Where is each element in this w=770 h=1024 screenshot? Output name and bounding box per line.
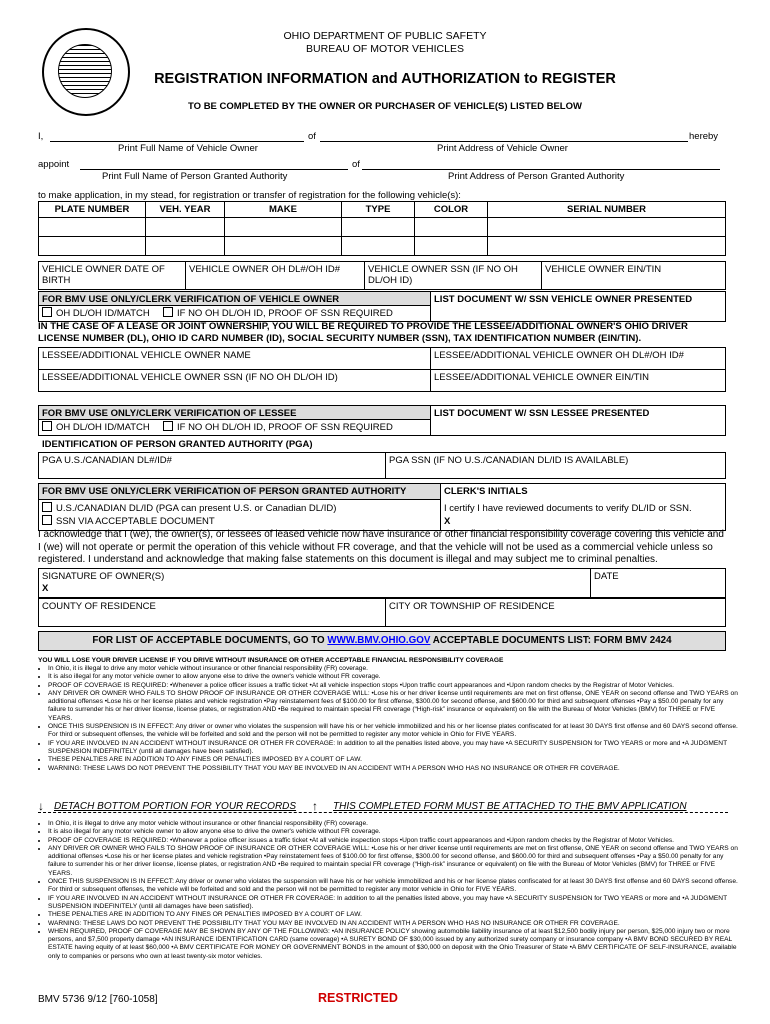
lessee-name-field[interactable]: LESSEE/ADDITIONAL VEHICLE OWNER NAME xyxy=(39,348,431,370)
lessee-table xyxy=(38,347,726,392)
owner-name-caption: Print Full Name of Vehicle Owner xyxy=(118,143,258,154)
pga-table xyxy=(38,452,726,479)
clerk-certify-text: I certify I have reviewed documents to verify DL/ID or SSN. xyxy=(444,502,692,514)
list-item: • THESE PENALTIES ARE IN ADDITION TO ANY FINES OR PENALTIES IMPOSED BY A COURT OF LAW. xyxy=(48,911,738,919)
signature-label: SIGNATURE OF OWNER(S) xyxy=(42,571,165,582)
lessee-dl-match-checkbox[interactable] xyxy=(42,421,52,431)
owner-dl-field[interactable]: VEHICLE OWNER OH DL#/OH ID# xyxy=(186,262,365,290)
col-plate-number: PLATE NUMBER xyxy=(39,202,146,218)
warning-heading: YOU WILL LOSE YOUR DRIVER LICENSE IF YOU DRIVE WITHOUT INSURANCE OR OTHER ACCEPTABLE FINANCIAL RESPONSIBILITY COVERAGE xyxy=(38,657,504,664)
purpose-text: to make application, in my stead, for registration or transfer of registration for the following vehicle(s): xyxy=(38,190,461,201)
col-veh-year: VEH. YEAR xyxy=(146,202,225,218)
residence-table xyxy=(38,598,726,627)
bmv-pga-title: FOR BMV USE ONLY/CLERK VERIFICATION OF PERSON GRANTED AUTHORITY xyxy=(39,484,441,500)
owner-dob-field[interactable]: VEHICLE OWNER DATE OF BIRTH xyxy=(39,262,186,290)
list-item: • PROOF OF COVERAGE IS REQUIRED: •Whenever a police officer issues a traffic ticket •At all vehicle inspection stops •Upon traffic court appearances and •Upon random checks by the Registrar of Motor Vehicles. xyxy=(48,837,738,845)
list-item: • IF YOU ARE INVOLVED IN AN ACCIDENT WITHOUT INSURANCE OR OTHER FR COVERAGE: In addition to all the penalties listed above, you may have •A SECURITY SUSPENSION for TWO YEARS or more and •A JUDGMENT SUSPENSION INDEFINITELY (until all damages have been satisfied). xyxy=(48,895,738,912)
owner-address-field[interactable] xyxy=(320,141,688,142)
label-of: of xyxy=(308,131,316,142)
clerk-initials-label: CLERK'S INITIALS xyxy=(441,484,726,500)
owner-ssn-proof-checkbox[interactable] xyxy=(163,307,173,317)
records-list xyxy=(34,820,738,961)
detach-left-text: DETACH BOTTOM PORTION FOR YOUR RECORDS xyxy=(54,801,297,812)
list-item: • WHEN REQUIRED, PROOF OF COVERAGE MAY BE SHOWN BY ANY OF THE FOLLOWING: •AN INSURANCE POLICY showing automobile liability insurance of at least $12,500 bodily injury per person, $25,000 injury two or more persons, and $7,500 property damage •AN INSURANCE IDENTIFICATION CARD (same coverage) •A SURETY BOND OF $30,000 issued by any authorized surety company or insurance company •A BMV BOND SECURED BY REAL ESTATE having equity of at least $60,000 •A BMV CERTIFICATE FOR MONEY OR GOVERNMENT BONDS in the amount of $30,000 on deposit with the Ohio Treasurer of State •A BMV CERTIFICATE OF SELF-INSURANCE, available only to companies or persons who own at least twenty-six motor vehicles. xyxy=(48,928,738,961)
vehicle-row[interactable] xyxy=(39,218,726,237)
agency-name: OHIO DEPARTMENT OF PUBLIC SAFETY xyxy=(283,30,487,42)
signature-table xyxy=(38,568,726,598)
county-field[interactable]: COUNTY OF RESIDENCE xyxy=(39,599,386,627)
city-field[interactable]: CITY OR TOWNSHIP OF RESIDENCE xyxy=(386,599,726,627)
lessee-ssn-field[interactable]: LESSEE/ADDITIONAL VEHICLE OWNER SSN (IF NO OH DL/OH ID) xyxy=(39,370,431,392)
detach-line xyxy=(38,800,728,814)
col-type: TYPE xyxy=(342,202,415,218)
list-item: • It is also illegal for any motor vehicle owner to allow anyone else to drive the owner's vehicle without FR coverage. xyxy=(48,673,738,681)
col-make: MAKE xyxy=(225,202,342,218)
owner-address-caption: Print Address of Vehicle Owner xyxy=(437,143,568,154)
vehicle-table xyxy=(38,201,726,256)
bmv-lessee-verification xyxy=(38,405,726,436)
clerk-sign-x[interactable]: X xyxy=(444,515,451,527)
list-item: • In Ohio, it is illegal to drive any motor vehicle without insurance or other financial responsibility (FR) coverage. xyxy=(48,665,738,673)
lease-notice: IN THE CASE OF A LEASE OR JOINT OWNERSHIP, YOU WILL BE REQUIRED TO PROVIDE THE LESSEE/ADDITIONAL OWNER'S OHIO DRIVER LICENSE NUMBER (DL), OHIO ID CARD NUMBER (ID), SOCIAL SECURITY NUMBER (SSN), TAX IDENTIFICATION NUMBER (EIN/TIN). xyxy=(38,321,688,344)
docs-banner-suffix: ACCEPTABLE DOCUMENTS LIST: FORM BMV 2424 xyxy=(432,635,672,646)
lessee-ssn-proof-label: IF NO OH DL/OH ID, PROOF OF SSN REQUIRED xyxy=(176,422,393,433)
list-item: • In Ohio, it is illegal to drive any motor vehicle without insurance or other financial responsibility (FR) coverage. xyxy=(48,820,738,828)
list-item: • IF YOU ARE INVOLVED IN AN ACCIDENT WITHOUT INSURANCE OR OTHER FR COVERAGE: In addition to all the penalties listed above, you may have •A SECURITY SUSPENSION for TWO YEARS or more and •A JUDGMENT SUSPENSION INDEFINITELY (until all damages have been satisfied). xyxy=(48,740,738,757)
pga-heading: IDENTIFICATION OF PERSON GRANTED AUTHORITY (PGA) xyxy=(42,439,313,450)
bmv-owner-verification xyxy=(38,291,726,322)
bmv-owner-title: FOR BMV USE ONLY/CLERK VERIFICATION OF VEHICLE OWNER xyxy=(39,292,431,306)
label-hereby: hereby xyxy=(689,131,719,142)
detach-right-text: THIS COMPLETED FORM MUST BE ATTACHED TO THE BMV APPLICATION xyxy=(333,801,687,812)
vehicle-row[interactable] xyxy=(39,237,726,256)
signature-x[interactable]: X xyxy=(42,583,49,594)
pga-address-caption: Print Address of Person Granted Authority xyxy=(448,171,625,182)
pga-ssn-field[interactable]: PGA SSN (IF NO U.S./CANADIAN DL/ID IS AVAILABLE) xyxy=(386,453,726,479)
docs-banner-prefix: FOR LIST OF ACCEPTABLE DOCUMENTS, GO TO xyxy=(92,635,325,646)
pga-dl-checkbox[interactable] xyxy=(42,502,52,512)
documents-banner xyxy=(38,631,726,651)
warning-list xyxy=(34,665,738,773)
pga-name-field[interactable] xyxy=(80,169,348,170)
list-item: • THESE PENALTIES ARE IN ADDITION TO ANY FINES OR PENALTIES IMPOSED BY A COURT OF LAW. xyxy=(48,756,738,764)
list-item: • WARNING: THESE LAWS DO NOT PREVENT THE POSSIBILITY THAT YOU MAY BE INVOLVED IN AN ACCIDENT WITH A PERSON WHO HAS NO INSURANCE OR OTHER FR COVERAGE. xyxy=(48,765,738,773)
date-field[interactable]: DATE xyxy=(591,569,726,598)
label-appoint: appoint xyxy=(38,159,70,170)
owner-name-field[interactable] xyxy=(50,141,304,142)
lessee-dl-field[interactable]: LESSEE/ADDITIONAL VEHICLE OWNER OH DL#/OH ID# xyxy=(431,348,726,370)
pga-address-field[interactable] xyxy=(362,169,720,170)
col-color: COLOR xyxy=(415,202,488,218)
bmv-lessee-list-doc: LIST DOCUMENT W/ SSN LESSEE PRESENTED xyxy=(431,406,726,436)
list-item: • WARNING: THESE LAWS DO NOT PREVENT THE POSSIBILITY THAT YOU MAY BE INVOLVED IN AN ACCIDENT WITH A PERSON WHO HAS NO INSURANCE OR OTHER FR COVERAGE. xyxy=(48,920,738,928)
cut-line xyxy=(38,812,728,813)
owner-dl-match-label: OH DL/OH ID/MATCH xyxy=(56,308,150,319)
acknowledgement-text: I acknowledge that I (we), the owner(s), or lessees of leased vehicle now have insurance or other financial responsibility coverage covering this vehicle and I (we) will not operate or permit the operation of this vehicle without FR coverage, and that the vehicle will not be used as a commercial vehicle unless so registered. I understand and acknowledge that making false statements on this document is illegal and may subject me to criminal penalties. xyxy=(38,529,724,565)
lessee-dl-match-label: OH DL/OH ID/MATCH xyxy=(56,422,150,433)
page-subtitle: TO BE COMPLETED BY THE OWNER OR PURCHASER OF VEHICLE(S) LISTED BELOW xyxy=(188,101,582,112)
arrow-down-icon: ↓ xyxy=(38,799,44,813)
pga-ssn-checkbox[interactable] xyxy=(42,515,52,525)
owner-ssn-proof-label: IF NO OH DL/OH ID, PROOF OF SSN REQUIRED xyxy=(176,308,393,319)
list-item: • ANY DRIVER OR OWNER WHO FAILS TO SHOW PROOF OF INSURANCE OR OTHER COVERAGE WILL: •Lose his or her driver license until requirements are met on first offense, ONE YEAR on second offense and TWO YEARS on additional offenses •Lose his or her license plates and vehicle registration •Pay reinstatement fees of $100.00 for first offense, $300.00 for second offense, and $600.00 for third and subsequent offenses •Pay a $50.00 penalty for any failure to surrender his or her driver license, license plates, or registration AND •Be required to maintain special FR coverage (“High-risk” insurance or equivalent) on file with the Bureau of Motor Vehicles (BMV) for THREE or FIVE YEARS. xyxy=(48,845,738,878)
arrow-up-icon: ↑ xyxy=(312,799,318,813)
owner-id-table xyxy=(38,261,726,290)
pga-ssn-label: SSN VIA ACCEPTABLE DOCUMENT xyxy=(56,516,215,527)
list-item: • It is also illegal for any motor vehicle owner to allow anyone else to drive the owner's vehicle without FR coverage. xyxy=(48,828,738,836)
col-serial-number: SERIAL NUMBER xyxy=(488,202,726,218)
owner-ssn-field[interactable]: VEHICLE OWNER SSN (IF NO OH DL/OH ID) xyxy=(365,262,542,290)
list-item: • PROOF OF COVERAGE IS REQUIRED: •Whenever a police officer issues a traffic ticket •At all vehicle inspection stops •Upon traffic court appearances and •Upon random checks by the Registrar of Motor Vehicles. xyxy=(48,682,738,690)
pga-dl-field[interactable]: PGA U.S./CANADIAN DL#/ID# xyxy=(39,453,386,479)
label-i: I, xyxy=(38,131,44,142)
bmv-pga-verification xyxy=(38,483,726,531)
pga-name-caption: Print Full Name of Person Granted Authority xyxy=(102,171,288,182)
bmv-owner-list-doc: LIST DOCUMENT W/ SSN VEHICLE OWNER PRESENTED xyxy=(431,292,726,322)
list-item: • ANY DRIVER OR OWNER WHO FAILS TO SHOW PROOF OF INSURANCE OR OTHER COVERAGE WILL: •Lose his or her driver license until requirements are met on first offense, ONE YEAR on second offense and TWO YEARS on additional offenses •Lose his or her license plates and vehicle registration •Pay reinstatement fees of $100.00 for first offense, $300.00 for second offense, and $600.00 for third and subsequent offenses •Pay a $50.00 penalty for any failure to surrender his or her driver license, license plates, or registration AND •Be required to maintain special FR coverage (“High-risk” insurance or equivalent) on file with the Bureau of Motor Vehicles (BMV) for THREE or FIVE YEARS. xyxy=(48,690,738,723)
pga-dl-label: U.S./CANADIAN DL/ID (PGA can present U.S. or Canadian DL/ID) xyxy=(56,503,337,514)
restricted-label: RESTRICTED xyxy=(318,991,398,1005)
page-title: REGISTRATION INFORMATION and AUTHORIZATION to REGISTER xyxy=(154,71,616,87)
bmv-website-link[interactable]: WWW.BMV.OHIO.GOV xyxy=(327,635,431,646)
owner-ein-field[interactable]: VEHICLE OWNER EIN/TIN xyxy=(542,262,726,290)
lessee-ssn-proof-checkbox[interactable] xyxy=(163,421,173,431)
owner-dl-match-checkbox[interactable] xyxy=(42,307,52,317)
list-item: • ONCE THIS SUSPENSION IS IN EFFECT: Any driver or owner who violates the suspension will have his or her vehicle immobilized and his or her license plates confiscated for at least 30 DAYS first offense and 60 DAYS second offense. For third or subsequent offenses, the vehicle will be forfeited and sold and the person will not be permitted to register any motor vehicle in Ohio for FIVE YEARS. xyxy=(48,878,738,895)
lessee-ein-field[interactable]: LESSEE/ADDITIONAL VEHICLE OWNER EIN/TIN xyxy=(431,370,726,392)
form-number: BMV 5736 9/12 [760-1058] xyxy=(38,994,158,1005)
list-item: • ONCE THIS SUSPENSION IS IN EFFECT: Any driver or owner who violates the suspension will have his or her vehicle immobilized and his or her license plates confiscated for at least 30 DAYS first offense and 60 DAYS second offense. For third or subsequent offenses, the vehicle will be forfeited and sold and the person will not be permitted to register any motor vehicle in Ohio for FIVE YEARS. xyxy=(48,723,738,740)
bmv-lessee-title: FOR BMV USE ONLY/CLERK VERIFICATION OF LESSEE xyxy=(39,406,431,420)
bureau-name: BUREAU OF MOTOR VEHICLES xyxy=(306,43,464,55)
label-of-2: of xyxy=(352,159,360,170)
